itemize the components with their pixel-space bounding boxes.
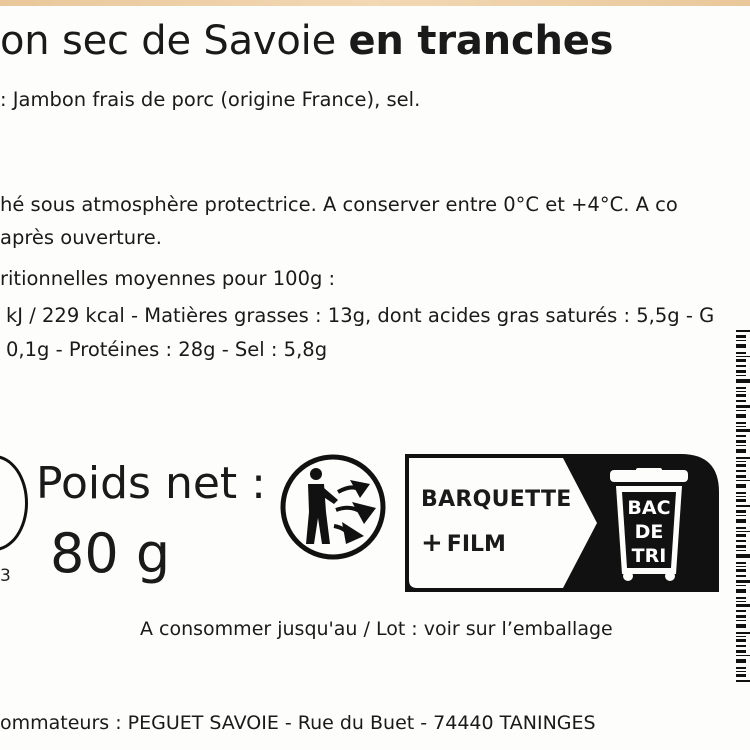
barcode-bar — [736, 632, 750, 634]
conservation-line-2: après ouverture. — [0, 226, 162, 249]
barcode-bar — [736, 457, 750, 459]
conservation-line-1: hé sous atmosphère protectrice. A conserver entre 0°C et +4°C. A co — [0, 193, 678, 216]
barcode-bar — [736, 674, 746, 677]
barcode-bar — [736, 562, 746, 564]
consume-by-line: A consommer jusqu'au / Lot : voir sur l’emballage — [140, 618, 613, 640]
bin-label-3: TRI — [631, 545, 667, 567]
barcode-bar — [736, 340, 746, 341]
packaging-line-1: BARQUETTE — [421, 487, 572, 512]
barcode-bar — [736, 604, 750, 607]
barcode-bar — [736, 330, 750, 332]
barcode-bar — [736, 414, 746, 418]
footer-address: ommateurs : PEGUET SAVOIE - Rue du Buet - 74440 TANINGES — [0, 712, 596, 734]
barcode-bar — [736, 370, 746, 373]
barcode-bar — [736, 566, 746, 567]
barcode-bar — [736, 365, 746, 367]
barcode-bar — [736, 540, 746, 542]
triman-recycling-icon — [278, 452, 388, 562]
logo-fragment — [0, 455, 28, 551]
barcode-bar — [736, 475, 746, 478]
barcode-bar — [736, 461, 746, 462]
barcode-bar — [736, 519, 746, 523]
barcode-bar — [736, 545, 746, 548]
barcode-bar — [736, 554, 750, 558]
barcode-bar — [736, 496, 746, 497]
net-weight-label: Poids net : — [36, 458, 266, 509]
barcode-bar — [736, 375, 746, 376]
barcode-bar — [736, 426, 746, 427]
ingredients-line: : Jambon frais de porc (origine France), sel. — [0, 88, 421, 111]
barcode-bar — [736, 394, 746, 397]
barcode-bar — [736, 527, 746, 529]
barcode-bar — [736, 464, 746, 467]
barcode-bar — [736, 429, 750, 432]
barcode-bar — [736, 601, 746, 602]
barcode-bar — [736, 531, 750, 532]
title-prefix: on sec de Savoie — [0, 18, 349, 64]
barcode-bar — [736, 534, 746, 537]
barcode-bar — [736, 335, 746, 338]
barcode-bar — [736, 671, 746, 672]
barcode-bar — [736, 449, 746, 453]
top-edge-strip — [0, 0, 750, 6]
barcode-bar — [736, 615, 746, 618]
packaging-film: FILM — [446, 532, 506, 557]
barcode-bar — [736, 655, 750, 656]
barcode — [736, 330, 750, 690]
barcode-bar — [736, 597, 746, 599]
barcode-bar — [736, 359, 746, 362]
nutrition-line-1: ritionnelles moyennes pour 100g : — [0, 267, 336, 290]
barcode-bar — [736, 422, 746, 424]
barcode-bar — [736, 505, 750, 507]
barcode-bar — [736, 636, 746, 637]
barcode-bar — [736, 610, 746, 612]
plus-sign: + — [421, 528, 443, 558]
barcode-bar — [736, 480, 750, 481]
barcode-bar — [736, 639, 746, 642]
barcode-bar — [736, 575, 746, 577]
barcode-bar — [736, 510, 746, 513]
barcode-bar — [736, 391, 746, 392]
barcode-bar — [736, 470, 746, 472]
barcode-bar — [736, 499, 746, 502]
barcode-bar — [736, 379, 750, 383]
bin-label-1: BAC — [627, 497, 671, 519]
barcode-bar — [736, 645, 746, 647]
packaging-line-2 — [421, 528, 506, 558]
barcode-bar — [736, 667, 746, 669]
barcode-bar — [736, 440, 746, 443]
barcode-bar — [736, 352, 746, 354]
barcode-bar — [736, 344, 746, 348]
nutrition-line-2: kJ / 229 kcal - Matières grasses : 13g, dont acides gras saturés : 5,5g - G — [6, 304, 715, 327]
barcode-bar — [736, 589, 746, 593]
net-weight-value: 80 g — [50, 522, 171, 585]
barcode-bar — [736, 550, 746, 551]
barcode-bar — [736, 410, 746, 411]
barcode-bar — [736, 435, 746, 437]
barcode-bar — [736, 484, 746, 488]
barcode-bar — [736, 356, 750, 357]
barcode-bar — [736, 620, 746, 621]
product-title — [0, 18, 613, 64]
barcode-bar — [736, 405, 750, 408]
bin-label-2: DE — [634, 521, 664, 543]
barcode-bar — [736, 387, 746, 389]
barcode-bar — [736, 400, 746, 402]
barcode-bar — [736, 492, 746, 494]
barcode-bar — [736, 659, 746, 663]
barcode-bar — [736, 445, 746, 446]
barcode-bar — [736, 515, 746, 516]
barcode-bar — [736, 585, 746, 586]
barcode-bar — [736, 624, 746, 628]
barcode-bar — [736, 580, 750, 583]
barcode-bar — [736, 680, 750, 682]
barcode-bar — [736, 650, 746, 653]
title-bold: en tranches — [348, 18, 614, 64]
stub-number: 3 — [0, 566, 11, 586]
nutrition-line-3: 0,1g - Protéines : 28g - Sel : 5,8g — [6, 338, 328, 361]
barcode-bar — [736, 569, 746, 572]
